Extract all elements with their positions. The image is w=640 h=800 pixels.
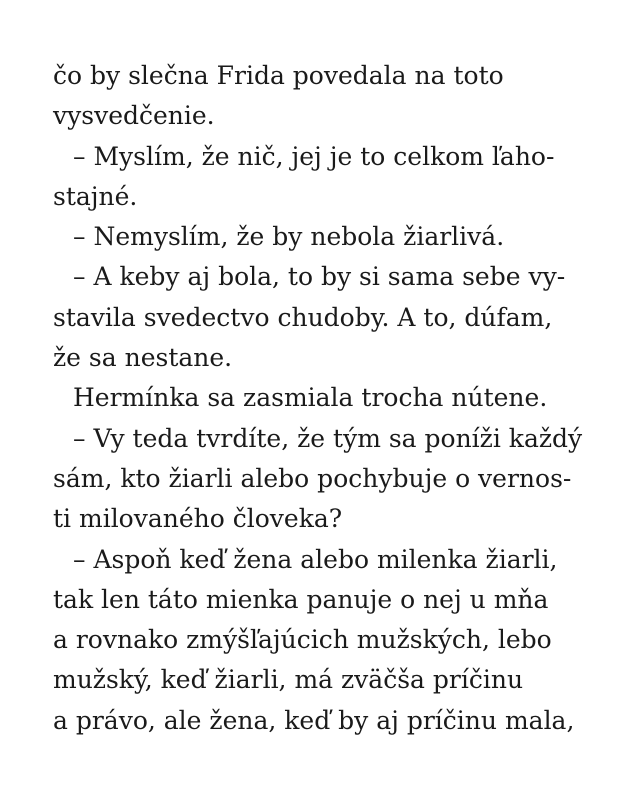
text-line: – Nemyslím, že by nebola žiarlivá. [73, 222, 505, 252]
text-line: a právo, ale žena, keď by aj príčinu mala, [53, 705, 575, 735]
text-line: a rovnako zmýšľajúcich mužských, lebo [53, 625, 552, 655]
text-line: – Vy teda tvrdíte, že tým sa poníži každý [73, 423, 583, 453]
text-line: – A keby aj bola, to by si sama sebe vy- [73, 262, 566, 292]
text-line: že sa nestane. [53, 343, 233, 373]
text-line: sám, kto žiarli alebo pochybuje o vernos- [53, 463, 572, 493]
text-line: tak len táto mienka panuje o nej u mňa [53, 584, 549, 614]
text-line: čo by slečna Frida povedala na toto [53, 61, 504, 90]
text-line: mužský, keď žiarli, má zväčša príčinu [53, 665, 524, 695]
text-line: – Aspoň keď žena alebo milenka žiarli, [73, 544, 558, 574]
text-line: ti milovaného človeka? [53, 504, 343, 534]
text-line: stajné. [53, 181, 138, 211]
text-line: stavila svedectvo chudoby. A to, dúfam, [53, 302, 553, 332]
text-line: vysvedčenie. [53, 101, 215, 131]
text-line: – Myslím, že nič, jej je to celkom ľaho- [73, 141, 555, 171]
text-line: Hermínka sa zasmiala trocha nútene. [73, 383, 548, 413]
page-text [53, 56, 593, 741]
